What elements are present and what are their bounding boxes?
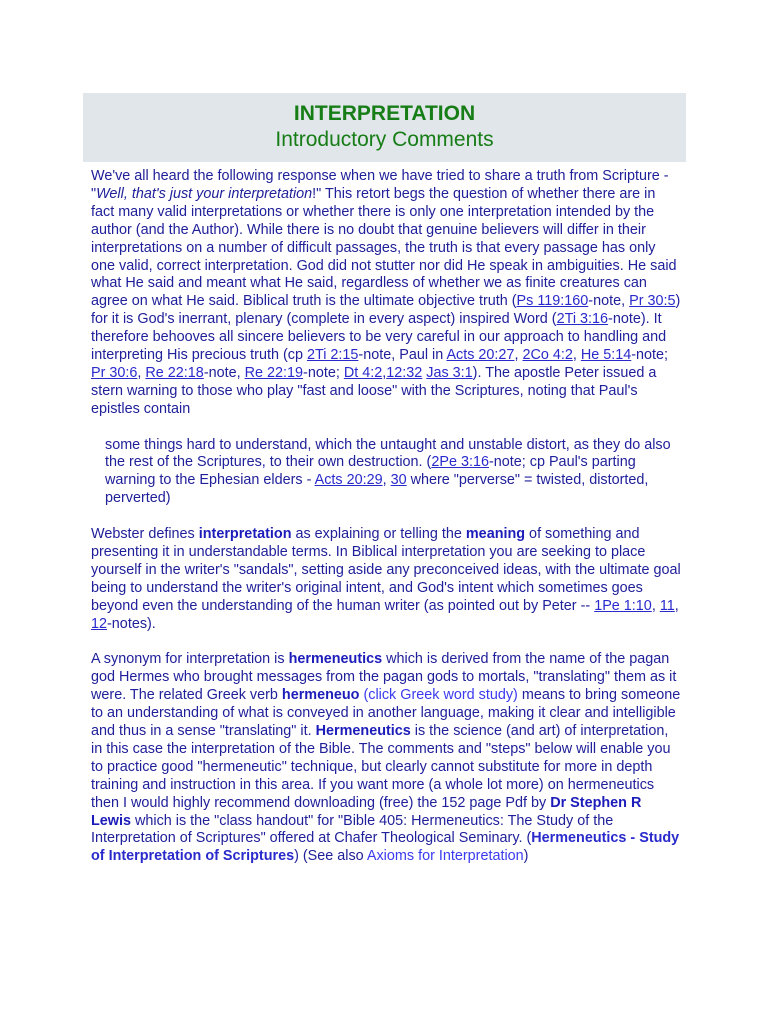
text-run: -notes). <box>107 615 156 632</box>
link-ps-119-160[interactable]: Ps 119:160 <box>516 293 589 310</box>
text-run: -note, <box>588 293 630 310</box>
text-run: ) <box>523 848 529 865</box>
text-run: where "perverse" = twisted, distorted, perverted) <box>105 472 649 507</box>
bold-term: hermeneutics <box>288 651 383 668</box>
author-name: Dr Stephen R Lewis <box>91 794 642 829</box>
title-banner <box>83 93 686 162</box>
text-run: -note, Paul in <box>358 347 447 364</box>
text-run: -note, <box>203 364 245 381</box>
link-greek-word-study[interactable]: (click Greek word study) <box>363 687 518 704</box>
paragraph-hermeneutics <box>91 651 681 866</box>
text-run: , <box>674 597 679 614</box>
bold-term: Hermeneutics <box>315 723 411 740</box>
text-run: We've all heard the following response when we have tried to share a truth from Scripture - " <box>91 168 669 202</box>
paragraph-webster <box>91 526 681 633</box>
text-run: Webster defines <box>91 526 199 543</box>
text-run: as explaining or telling the <box>291 526 466 543</box>
text-run: , <box>137 364 146 381</box>
text-run: , <box>382 472 391 489</box>
link-1pe-1-12[interactable]: 12 <box>91 615 108 632</box>
text-run: A synonym for interpretation is <box>91 651 289 668</box>
italic-quote: Well, that's just your interpretation <box>96 185 313 202</box>
link-pr-30-6[interactable]: Pr 30:6 <box>91 364 138 381</box>
bold-term: meaning <box>465 526 526 543</box>
link-acts-20-29[interactable]: Acts 20:29 <box>314 472 383 489</box>
page-title: INTERPRETATION <box>293 102 476 125</box>
text-run: some things hard to understand, which the untaught and unstable distort, as they do also the rest of the Scriptures, to their own destruction. ( <box>105 436 671 471</box>
link-axioms-for-interpretation[interactable]: Axioms for Interpretation <box>366 848 524 865</box>
text-run: , <box>651 597 660 614</box>
text-run: -note; <box>303 364 344 381</box>
link-hermeneutics-pdf[interactable]: Hermeneutics - Study of Interpretation of Scriptures <box>91 830 680 865</box>
text-run: , <box>514 347 523 364</box>
text-run: is the science (and art) of interpretation, in this case the interpretation of the Bible. The comments and "steps" below will enable you to practice good "hermeneutic" technique, but clearly cannot substitute for more in depth training and instruction in this area. If you want more (a whole lot more) on hermeneutics then I would highly recommend downloading (free) the 152 page Pdf by <box>91 723 671 811</box>
link-2ti-3-16[interactable]: 2Ti 3:16 <box>556 311 609 328</box>
block-quote <box>105 437 681 509</box>
link-re-22-19[interactable]: Re 22:19 <box>244 364 304 381</box>
text-run: -note; cp Paul's parting warning to the Ephesian elders - <box>105 454 636 489</box>
bold-term: interpretation <box>198 526 292 543</box>
text-run: -note). It therefore behooves all sincere believers to be very careful in our approach to handling and interpreting His precious truth (cp <box>91 311 667 364</box>
link-he-5-14[interactable]: He 5:14 <box>580 347 632 364</box>
text-run: means to bring someone to an understanding of what is conveyed in another language, making it clear and intelligible and thus in a sense "translating" it. <box>91 687 681 740</box>
text-run: of something and presenting it in understandable terms. In Biblical interpretation you are seeking to place yourself in the writer's "sandals", setting aside any preconceived ideas, with the ultimate goal being to understand the writer's original intent, and God's intent which sometimes goes beyond even the understanding of the human writer (as pointed out by Peter -- <box>91 526 681 614</box>
link-acts-20-27[interactable]: Acts 20:27 <box>446 347 515 364</box>
article-body <box>91 168 681 884</box>
text-run: , <box>382 364 387 381</box>
link-2co-4-2[interactable]: 2Co 4:2 <box>522 347 573 364</box>
text-run: ). The apostle Peter issued a stern warning to those who play "fast and loose" with the Scriptures, noting that Paul's epistles contain <box>91 364 657 417</box>
link-jas-3-1[interactable]: Jas 3:1 <box>426 364 473 381</box>
page-subtitle: Introductory Comments <box>275 128 494 151</box>
link-re-22-18[interactable]: Re 22:18 <box>145 364 204 381</box>
bold-term: hermeneuo <box>281 687 360 704</box>
text-run: which is derived from the name of the pagan god Hermes who brought messages from the pagan gods to mortals, "translating" them as it were. The related Greek verb <box>91 651 677 704</box>
paragraph-intro <box>91 168 681 419</box>
text-run: !" This retort begs the question of whether there are in fact many valid interpretations or whether there is only one interpretation intended by the author (and the Author). While there is no doubt that genuine believers will differ in their interpretations on a number of difficult passages, the truth is that every passage has only one valid, correct interpretation. God did not stutter nor did He speak in ambiguities. He said what He said and meant what He said, regardless of whether we as finite creatures can agree on what He said. Biblical truth is the ultimate objective truth ( <box>91 185 677 310</box>
text-run: which is the "class handout" for "Bible 405: Hermeneutics: The Study of the Interpretation of Scriptures" offered at Chafer Theological Seminary. ( <box>91 812 614 847</box>
text-run: -note; <box>631 347 669 364</box>
text-run: , <box>572 347 581 364</box>
link-1pe-1-11[interactable]: 11 <box>659 597 675 614</box>
text-run: ) for it is God's inerrant, plenary (complete in every aspect) inspired Word ( <box>91 293 681 328</box>
link-dt-12-32[interactable]: 12:32 <box>386 364 423 381</box>
link-acts-20-30[interactable]: 30 <box>390 472 407 489</box>
link-pr-30-5[interactable]: Pr 30:5 <box>629 293 676 310</box>
text-run: ) (See also <box>294 848 367 865</box>
link-1pe-1-10[interactable]: 1Pe 1:10 <box>594 597 652 614</box>
link-2pe-3-16[interactable]: 2Pe 3:16 <box>431 454 489 471</box>
link-2ti-2-15[interactable]: 2Ti 2:15 <box>306 347 359 364</box>
link-dt-4-2[interactable]: Dt 4:2 <box>343 364 383 381</box>
